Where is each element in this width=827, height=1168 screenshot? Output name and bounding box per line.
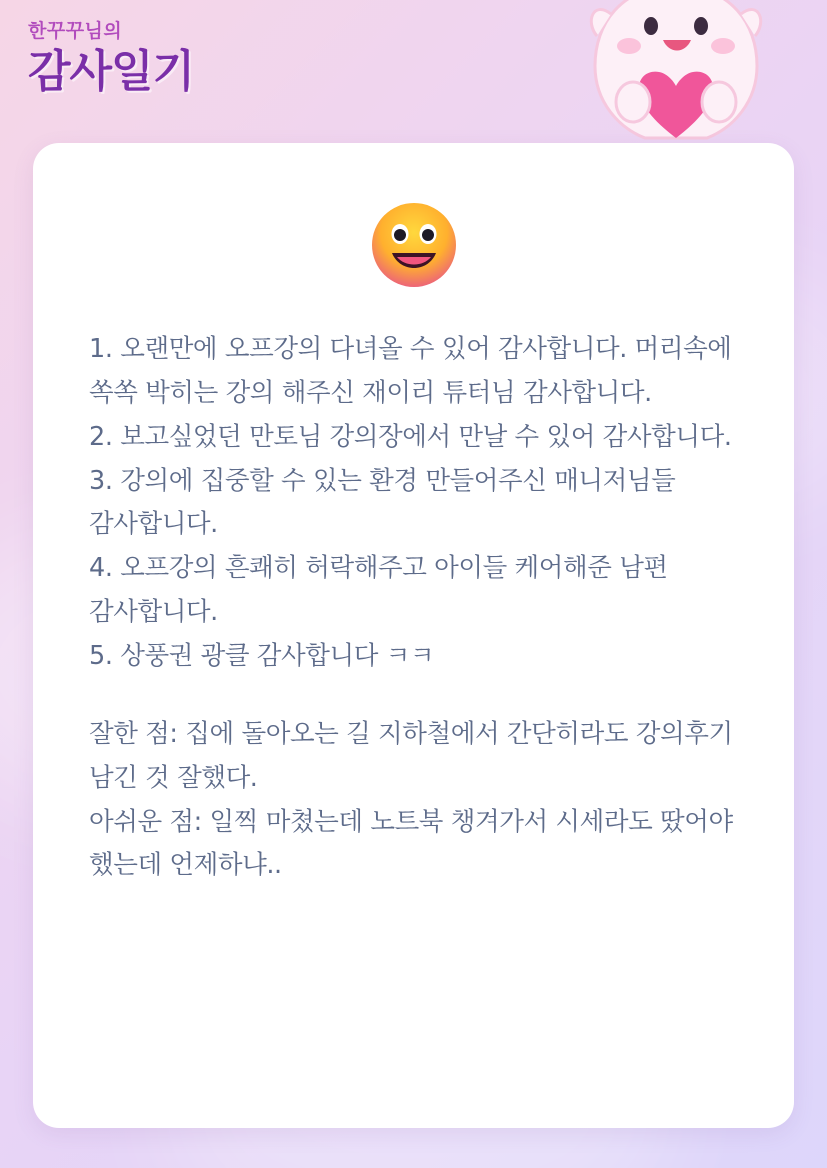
list-item: 3. 강의에 집중할 수 있는 환경 만들어주신 매니저님들 감사합니다. — [89, 465, 676, 540]
list-item: 2. 보고싶었던 만토님 강의장에서 만날 수 있어 감사합니다. — [89, 421, 732, 452]
gratitude-entry-list — [89, 328, 738, 679]
page-header — [0, 0, 827, 140]
reflection-good: 잘한 점: 집에 돌아오는 길 지하철에서 간단히라도 강의후기 남긴 것 잘했다. — [89, 718, 733, 793]
list-item: 4. 오프강의 흔쾌히 허락해주고 아이들 케어해준 남편 감사합니다. — [89, 553, 668, 628]
section-spacer — [89, 679, 738, 713]
diary-card — [33, 143, 794, 1128]
grinning-face-emoji-icon — [370, 201, 458, 289]
reflection-section — [89, 713, 738, 888]
heart-holding-character-icon — [581, 0, 771, 142]
reflection-improve: 아쉬운 점: 일찍 마쳤는데 노트북 챙겨가서 시세라도 땄어야 했는데 언제하냐.. — [89, 806, 733, 881]
mood-emoji-wrap — [89, 201, 738, 294]
brand-subtitle: 한꾸꾸님의 — [28, 21, 123, 42]
list-item: 1. 오랜만에 오프강의 다녀올 수 있어 감사합니다. 머리속에 쏙쏙 박히는 강의 해주신 재이리 튜터님 감사합니다. — [89, 334, 732, 408]
list-item: 5. 상풍권 광클 감사합니다 ㅋㅋ — [89, 641, 435, 672]
page-title: 감사일기 — [28, 46, 195, 96]
